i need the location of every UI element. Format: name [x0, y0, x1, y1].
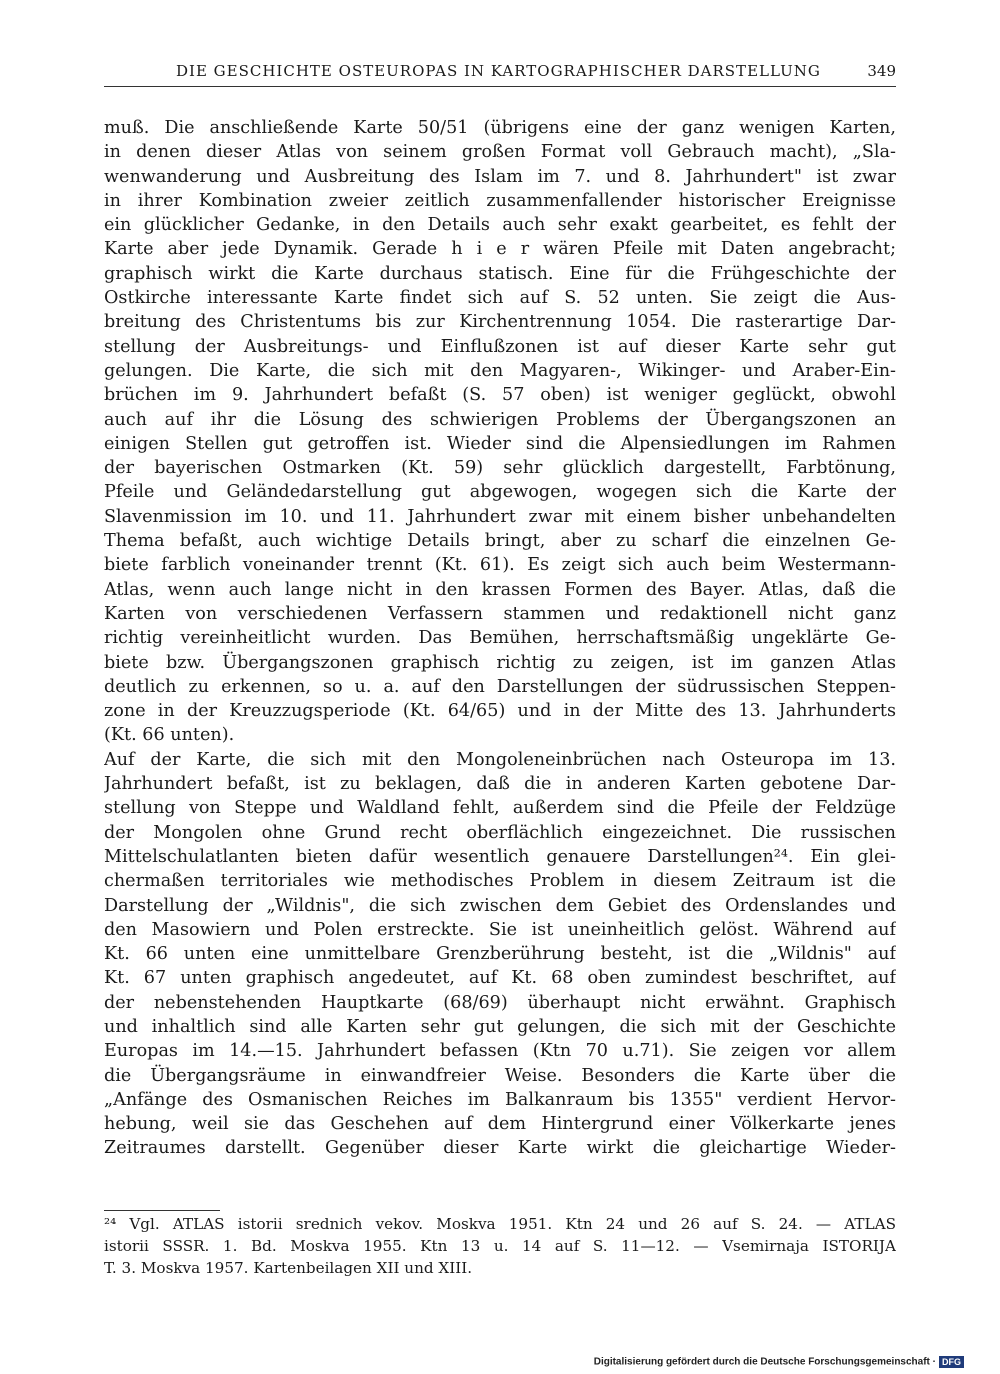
text-line: Pfeile und Geländedarstellung gut abgewogen, wogegen sich die Karte der: [104, 482, 896, 503]
text-line: graphisch wirkt die Karte durchaus statisch. Eine für die Frühgeschichte der: [104, 263, 896, 284]
text-line: stellung von Steppe und Waldland fehlt, außerdem sind die Pfeile der Feldzüge: [104, 798, 896, 819]
text-line: gelungen. Die Karte, die sich mit den Magyaren-, Wikinger- und Araber-Ein-: [104, 360, 896, 381]
credit-text: Digitalisierung gefördert durch die Deutsche Forschungsgemeinschaft ·: [593, 1356, 936, 1368]
text-line: breitung des Christentums bis zur Kirchentrennung 1054. Die rasterartige Dar-: [104, 312, 896, 333]
text-line: und inhaltlich sind alle Karten sehr gut gelungen, die sich mit der Geschichte: [104, 1016, 896, 1037]
text-line: richtig vereinheitlicht wurden. Das Bemühen, herrschaftsmäßig ungeklärte Ge-: [104, 628, 896, 649]
digitization-credit: [594, 1356, 964, 1368]
text-line: Zeitraumes darstellt. Gegenüber dieser Karte wirkt die gleichartige Wieder-: [104, 1138, 896, 1159]
text-line: Thema befaßt, auch wichtige Details bringt, aber zu scharf die einzelnen Ge-: [104, 531, 896, 552]
body-text: [104, 116, 896, 1161]
text-line: Europas im 14.—15. Jahrhundert befassen (Ktn 70 u.71). Sie zeigen vor allem: [104, 1041, 896, 1062]
text-line: Kt. 67 unten graphisch angedeutet, auf Kt. 68 oben zumindest beschriftet, auf: [104, 968, 896, 989]
running-title: DIE GESCHICHTE OSTEUROPAS IN KARTOGRAPHISCHER DARSTELLUNG: [176, 62, 821, 80]
text-line: den Masowiern und Polen erstreckte. Sie ist uneinheitlich gelöst. Während auf: [104, 919, 896, 940]
running-header: [104, 58, 896, 88]
text-line: auch auf ihr die Lösung des schwierigen Problems der Übergangszonen an: [104, 409, 896, 430]
text-line: in ihrer Kombination zweier zeitlich zusammenfallender historischer Ereignisse: [104, 190, 896, 211]
footnote-rule: [104, 1210, 220, 1211]
text-line: Jahrhundert befaßt, ist zu beklagen, daß die in anderen Karten gebotene Dar-: [104, 774, 896, 795]
text-line: Atlas, wenn auch lange nicht in den krassen Formen des Bayer. Atlas, daß die: [104, 579, 896, 600]
text-line: Kt. 66 unten eine unmittelbare Grenzberührung besteht, ist die „Wildnis" auf: [104, 944, 896, 965]
text-line: „Anfänge des Osmanischen Reiches im Balkanraum bis 1355" verdient Hervor-: [104, 1089, 896, 1110]
text-line: hebung, weil sie das Geschehen auf dem Hintergrund einer Völkerkarte jenes: [104, 1114, 896, 1135]
text-line: ein glücklicher Gedanke, in den Details auch sehr exakt gearbeitet, es fehlt der: [104, 215, 896, 236]
text-line: Karten von verschiedenen Verfassern stammen und redaktionell nicht ganz: [104, 603, 896, 624]
footnote: [104, 1213, 896, 1279]
text-line: chermaßen territoriales wie methodisches Problem in diesem Zeitraum ist die: [104, 871, 896, 892]
text-line: der Mongolen ohne Grund recht oberflächlich eingezeichnet. Die russischen: [104, 822, 896, 843]
text-line: Slavenmission im 10. und 11. Jahrhundert zwar mit einem bisher unbehandelten: [104, 506, 896, 527]
footnote-line: istorii SSSR. 1. Bd. Moskva 1955. Ktn 13 u. 14 auf S. 11—12. — Vsemirnaja ISTORIJA: [104, 1237, 896, 1255]
text-line: wenwanderung und Ausbreitung des Islam im 7. und 8. Jahrhundert" ist zwar: [104, 166, 896, 187]
text-line: biete bzw. Übergangszonen graphisch richtig zu zeigen, ist im ganzen Atlas: [104, 652, 896, 673]
header-rule: [104, 86, 896, 87]
text-line: der nebenstehenden Hauptkarte (68/69) überhaupt nicht erwähnt. Graphisch: [104, 992, 896, 1013]
footnote-line: ²⁴ Vgl. ATLAS istorii srednich vekov. Moskva 1951. Ktn 24 und 26 auf S. 24. — ATLAS: [104, 1215, 896, 1233]
text-line: Auf der Karte, die sich mit den Mongoleneinbrüchen nach Osteuropa im 13.: [104, 749, 896, 770]
text-line: Ostkirche interessante Karte findet sich auf S. 52 unten. Sie zeigt die Aus-: [104, 288, 896, 309]
text-line: biete farblich voneinander trennt (Kt. 61). Es zeigt sich auch beim Westermann-: [104, 555, 896, 576]
page-number: 349: [867, 62, 896, 80]
text-line: Darstellung der „Wildnis", die sich zwischen dem Gebiet des Ordenslandes und: [104, 895, 896, 916]
dfg-logo: DFG: [939, 1356, 964, 1368]
text-line: zone in der Kreuzzugsperiode (Kt. 64/65) und in der Mitte des 13. Jahrhunderts: [104, 701, 896, 722]
text-line: Mittelschulatlanten bieten dafür wesentlich genauere Darstellungen²⁴. Ein glei-: [104, 846, 896, 867]
text-line: brüchen im 9. Jahrhundert befaßt (S. 57 oben) ist weniger geglückt, obwohl: [104, 385, 896, 406]
text-line: (Kt. 66 unten).: [104, 725, 235, 746]
text-line: deutlich zu erkennen, so u. a. auf den Darstellungen der südrussischen Steppen-: [104, 676, 896, 697]
text-line: muß. Die anschließende Karte 50/51 (übrigens eine der ganz wenigen Karten,: [104, 118, 896, 138]
text-line: in denen dieser Atlas von seinem großen Format voll Gebrauch macht), „Sla-: [104, 142, 896, 163]
text-line: der bayerischen Ostmarken (Kt. 59) sehr glücklich dargestellt, Farbtönung,: [104, 458, 896, 479]
text-line: einigen Stellen gut getroffen ist. Wieder sind die Alpensiedlungen im Rahmen: [104, 433, 896, 454]
text-line: Karte aber jede Dynamik. Gerade h i e r wären Pfeile mit Daten angebracht;: [104, 239, 896, 260]
text-line: stellung der Ausbreitungs- und Einflußzonen ist auf dieser Karte sehr gut: [104, 336, 896, 357]
footnote-line: T. 3. Moskva 1957. Kartenbeilagen XII und XIII.: [104, 1259, 473, 1277]
text-line: die Übergangsräume in einwandfreier Weise. Besonders die Karte über die: [104, 1065, 896, 1086]
